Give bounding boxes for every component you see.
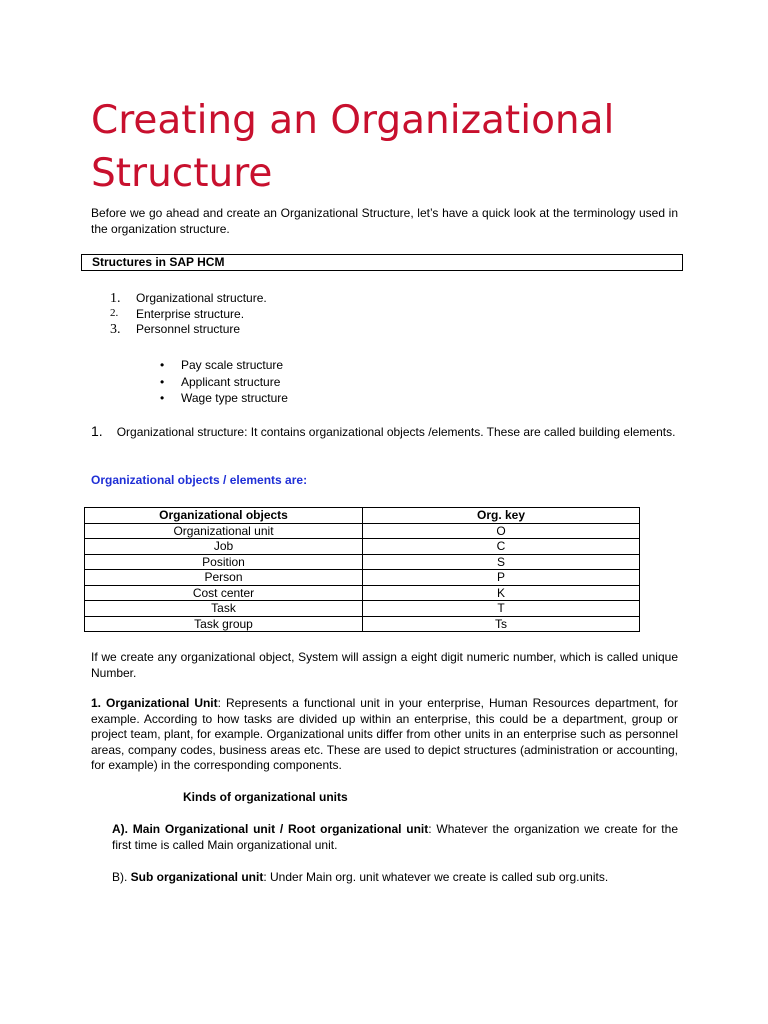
structures-list (110, 291, 267, 338)
bullet-icon: • (160, 374, 165, 389)
objects-heading: Organizational objects / elements are: (91, 473, 308, 487)
column-header: Org. key (363, 508, 640, 524)
unique-number-paragraph: If we create any organizational object, System will assign a eight digit numeric number, which is called unique Number. (91, 650, 678, 680)
title-line-2: Structure (91, 151, 273, 196)
table-row: Organizational unit O (85, 523, 640, 539)
list-item: • Pay scale structure (160, 358, 284, 372)
table-row: Task group Ts (85, 616, 640, 632)
table-row: Task T (85, 601, 640, 617)
column-header: Organizational objects (85, 508, 363, 524)
list-item: • Wage type structure (160, 391, 288, 405)
list-item: 3. Personnel structure (110, 322, 241, 337)
kind-a-label: A). Main Organizational unit / Root organizational unit (112, 822, 429, 836)
list-item: 1. Organizational structure. (110, 291, 267, 306)
kind-a-paragraph: A). Main Organizational unit / Root organizational unit: Whatever the organization we create for the first time is called Main organizational unit. (112, 822, 678, 852)
kind-b-label: Sub organizational unit (130, 870, 264, 884)
bullet-icon: • (160, 391, 165, 405)
intro-paragraph: Before we go ahead and create an Organizational Structure, let’s have a quick look at the terminology used in the organization structure. (91, 206, 678, 236)
bullet-icon: • (160, 358, 165, 372)
table-row: Position S (85, 554, 640, 570)
section-1-paragraph: 1. Organizational structure: It contains organizational objects /elements. These are called building elements. (91, 423, 676, 439)
org-unit-label: 1. Organizational Unit (91, 696, 218, 710)
sub-structures-list (160, 357, 288, 407)
org-objects-table (84, 507, 640, 632)
table-row: Job C (85, 539, 640, 555)
list-item: • Applicant structure (160, 374, 281, 389)
table-header-row (85, 508, 640, 524)
table-row: Cost center K (85, 585, 640, 601)
table-row: Person P (85, 570, 640, 586)
org-unit-paragraph: 1. Organizational Unit: Represents a functional unit in your enterprise, Human Resources department, for example. According to how tasks are divided up within an enterprise, this could be a department, group or project team, plant, for example. Organizational units differ from other units in an enterprise such as personnel areas, company codes, business areas etc. These are used to depict structures (administration or accounting, for example) in the corresponding components. (91, 696, 678, 772)
page-title (91, 94, 691, 200)
title-line-1: Creating an Organizational (91, 98, 615, 143)
kinds-heading: Kinds of organizational units (183, 790, 348, 804)
kind-b-paragraph: B). Sub organizational unit: Under Main org. unit whatever we create is called sub org.units. (112, 870, 609, 884)
list-item: 2. Enterprise structure. (110, 306, 245, 321)
structures-box-heading: Structures in SAP HCM (81, 254, 683, 271)
